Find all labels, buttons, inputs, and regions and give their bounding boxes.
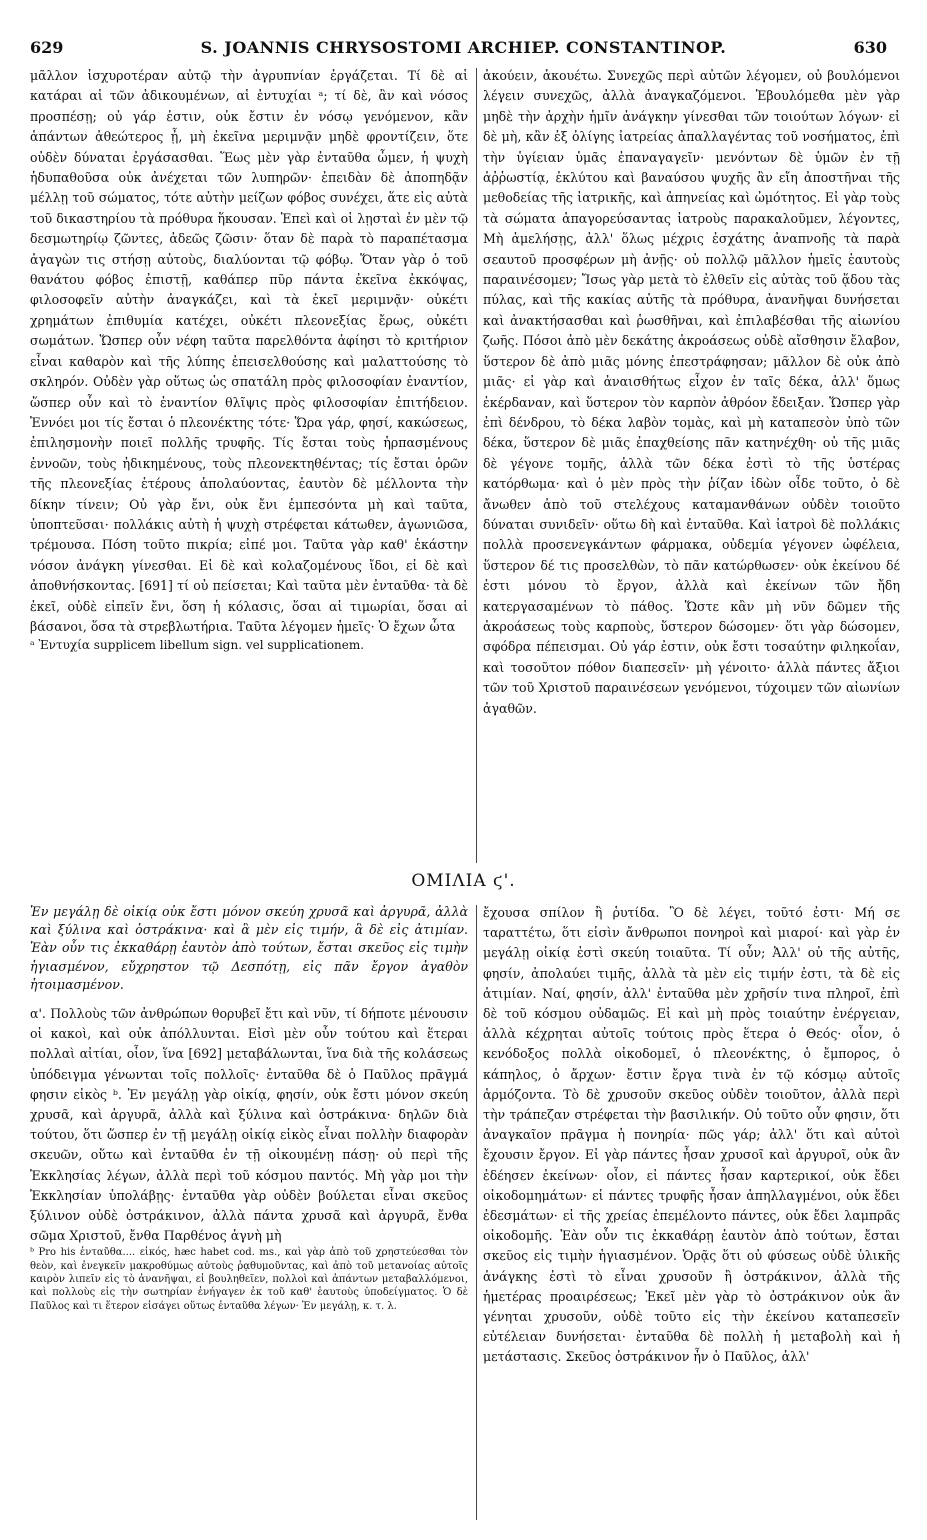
body-text-top-left: μᾶλλον ἰσχυροτέραν αὐτῷ τὴν ἀγρυπνίαν ἐργάζεται. Τί δὲ αἱ κατάραι αἱ τῶν ἀδικουμένων, αἱ ἐντυχίαι ᵃ; τί δὲ, ἂν καὶ νόσος προσπέσῃ; οὐ γάρ ἐστιν, οὐκ ἔστιν ἐν νόσῳ γενόμενον, κἂν ἁπάντων ἀθεώτερος ᾖ, μὴ ἐκεῖνα μεριμνᾷν μηδὲ φροντίζειν, ὅτε οὐδὲν δύναται ἐργάσασθαι. Ἕως μὲν γὰρ ἐνταῦθα ὦμεν, ἡ ψυχὴ ἡδυπαθοῦσα οὐκ ἀνέχεται τῶν λυπηρῶν· ἐπειδὰν δὲ ἀποπηδᾷν μέλλῃ τοῦ σώματος, τότε αὐτὴν μείζων φόβος συνέχει, ἅτε εἰς αὐτὰ τοῦ δικαστηρίου τὰ πρόθυρα ἥκουσαν. Ἐπεὶ καὶ οἱ λῃσταὶ ἐν μὲν τῷ δεσμωτηρίῳ ζῶντες, ἀδεῶς ζῶσιν· ὅταν δὲ παρὰ τὸ παραπέτασμα ἀγαγὼν τις στήσῃ αὐτοὺς, διαλύονται τῷ φόβῳ. Ὅταν γὰρ ὁ τοῦ θανάτου φόβος ἐπιστῇ, καθάπερ πῦρ πάντα ἐκεῖνα ἐκκόψας, φιλοσοφεῖν αὐτὴν ἀναγκάζει, καὶ τὰ ἐκεῖ μεριμνᾷν· οὐκέτι χρημάτων ἐπιθυμία κατέχει, οὐκέτι πλεονεξίας ἔρως, οὐκέτι σωμάτων. Ὥσπερ οὖν νέφη ταῦτα παρελθόντα ἀφίησι τὸ κριτήριον εἶναι καθαρὸν καὶ τῆς λύπης ἐπεισελθούσης καὶ μαλαττούσης τὸ σκληρόν. Οὐδὲν γὰρ οὕτως ὡς σπατάλη πρὸς φιλοσοφίαν ἐναντίον, ὥσπερ οὖν καὶ τὸ ἐναντίον θλῖψις πρὸς φιλοσοφίαν ἐπιτήδειον. Ἐννόει μοι τίς ἔσται ὁ πλεονέκτης τότε· Ὥρα γάρ, φησί, κακώσεως, ἐπιλησμονὴν ποιεῖ πολλῆς τρυφῆς. Τίς ἔσται τοὺς ἡρπασμένους ἐννοῶν, τοὺς ἠδικημένους, τοὺς πλεονεκτηθέντας; τίς ἔσται ὁρῶν τῆς πλεονεξίας ἑτέρους ἀπολαύοντας, ἑαυτὸν δὲ μέλλοντα τὴν δίκην τίνειν; Οὐ γὰρ ἔνι, οὐκ ἔνι ἐμπεσόντα μὴ καὶ ταῦτα, ὑποπτεῦσαι· πολλάκις αὐτὴ ἡ ψυχὴ στρέφεται κάτωθεν, ἀγωνιῶσα, τρέμουσα. Πόση τοῦτο πικρία; εἰπέ μοι. Ταῦτα γὰρ καθ' ἑκάστην νόσον ἀνάγκη γίνεσθαι. Εἰ δὲ καὶ κολαζομένους ἴδοι, εἰ δὲ καὶ ἀποθνήσκοντας. [691] τί οὐ πείσεται; Καὶ ταῦτα μὲν ἐνταῦθα· τὰ δὲ ἐκεῖ, οὐδὲ εἰπεῖν ἔνι, ὅση ἡ κόλασις, ὅσαι αἱ τιμωρίαι, ὅσαι αἱ βάσανοι, ὅσα τὰ στρεβλωτήρια. Ταῦτα λέγομεν ἡμεῖς· Ὁ ἔχων ὦτα [30,68,468,634]
page-number-left: 629 [30,38,64,57]
footnote-b: ᵇ Pro his ἐνταῦθα.... εἰκός, hæc habet cod. ms., καὶ γὰρ ἀπὸ τοῦ χρηστεύεσθαι τὸν θεὸν, καὶ ἐνεγκεῖν μακροθύμως αὐτοὺς ῥᾳθυμοῦντας, καὶ ἀπὸ τοῦ μετανοίας αὐτοῖς καιρὸν λιπεῖν εἰς τὸ ἀνανῆψαι, εἰ βουληθεῖεν, πολλοὶ καὶ ἀπάντων μεταβαλλόμενοι, καὶ πολλοὺς εἰς τὴν σωτηρίαν ἐνήγαγεν ἐκ τοῦ καθ' ἑαυτοὺς ὑποδείγματος. Ὁ δὲ Παῦλος καὶ τι ἕτερον εἰσάγει οὕτως ἐνταῦθα λέγων· Ἐν μεγάλῃ, κ. τ. λ. [30,1247,468,1312]
column-top-left [30,66,468,653]
column-bottom-right [483,903,900,1368]
running-header [0,38,927,62]
body-text-bottom-right: ἔχουσα σπίλον ἢ ῥυτίδα. Ὃ δὲ λέγει, τοῦτό ἐστι· Μή σε ταραττέτω, ὅτι εἰσὶν ἄνθρωποι πονηροὶ καὶ μιαροί· καὶ γὰρ ἐν μεγάλῃ οἰκίᾳ ἐστὶ σκεύη τοιαῦτα. Τί οὖν; Ἀλλ' οὐ τῆς αὐτῆς, φησίν, ἀπολαύει τιμῆς, ἀλλὰ τὰ μὲν εἰς τιμήν ἐστι, τὰ δὲ εἰς ἀτιμίαν. Ναί, φησίν, ἀλλ' ἐνταῦθα μὲν χρῆσίν τινα πληροῖ, ἐπὶ δὲ τοῦ κόσμου οὐδαμῶς. Εἰ καὶ μὴ πρὸς τοιαύτην ἐνέργειαν, ἀλλὰ κέχρηται αὐτοῖς τούτοις πρὸς ἕτερα ὁ Θεός· οἷον, ὁ κενόδοξος πολλὰ οἰκοδομεῖ, ὁ πλεονέκτης, ὁ ἔμπορος, ὁ κάπηλος, ὁ ἄρχων· ἔστιν ἔργα τινὰ ἐν τῷ κόσμῳ αὐτοῖς ἁρμόζοντα. Τὸ δὲ χρυσοῦν σκεῦος οὐδὲν τοιοῦτον, ἀλλὰ περὶ τὴν τράπεζαν στρέφεται τὴν βασιλικήν. Οὐ τοῦτο οὖν φησιν, ὅτι ἀναγκαῖον πρᾶγμα ἡ πονηρία· πῶς γάρ; ἀλλ' ὅτι καὶ αὐτοὶ ἔχουσιν ἔργον. Εἰ γὰρ πάντες ἦσαν χρυσοῖ καὶ ἀργυροῖ, οὐκ ἂν ἐδέησεν ἐκείνων· οἷον, εἰ πάντες ἦσαν καρτερικοί, οὐκ ἔδει οἰκοδομημάτων· εἰ πάντες τρυφῆς ἦσαν ἀπηλλαγμένοι, οὐκ ἔδει ἐδεσμάτων· εἰ τῆς χρείας ἐπεμέλοντο πάντες, οὐκ ἔδει λαμπρᾶς οἰκοδομῆς. Ἐὰν οὖν τις ἐκκαθάρῃ ἑαυτὸν ἀπὸ τούτων, ἔσται σκεῦος εἰς τιμὴν ἡγιασμένον. Ὁρᾷς ὅτι οὐ φύσεως οὐδὲ ὑλικῆς ἀνάγκης ἐστὶ τὸ εἶναι χρυσοῦν ἢ ὀστράκινον, ἀλλὰ τῆς ἡμετέρας προαιρέσεως; Ἐκεῖ μὲν γὰρ τὸ ὀστράκινον οὐκ ἂν γένηται χρυσοῦν, οὐδὲ τοῦτο εἰς τὴν ἐκείνου καταπεσεῖν εὐτέλειαν δυνήσεται· ἐνταῦθα δὲ πολλὴ ἡ μεταβολὴ καὶ ἡ μετάστασις. Σκεῦος ὀστράκινον ἦν ὁ Παῦλος, ἀλλ' [483,905,900,1365]
body-text-top-right: ἀκούειν, ἀκουέτω. Συνεχῶς περὶ αὐτῶν λέγομεν, οὐ βουλόμενοι λέγειν συνεχῶς, ἀλλὰ ἀναγκαζόμενοι. Ἐβουλόμεθα μὲν γὰρ μηδὲ τὴν ἀρχὴν ἡμῖν ἀνάγκην γίνεσθαι τῶν τοιούτων λόγων· εἰ δὲ μὴ, κἂν ἐξ ὀλίγης ἰατρείας ἀπαλλαγέντας τοῦ νοσήματος, ἐπὶ τὴν ὑγίειαν ὑμᾶς ἐπαναγαγεῖν· μενόντων δὲ ὑμῶν ἐν τῇ ἀῤῥωστίᾳ, ἐκλύτου καὶ βαναύσου ψυχῆς ἂν εἴη ἀποστῆναι τῆς μεθοδείας τῆς ἰατρικῆς, καὶ ἀπηνείας καὶ ὠμότητος. Εἰ γὰρ τοὺς τὰ σώματα ἀπαγορεύσαντας ἰατροὺς παρακαλοῦμεν, λέγοντες, Μὴ ἀμελήσῃς, ἀλλ' ὅλως μέχρις ἐσχάτης ἀναπνοῆς τὰ παρὰ σεαυτοῦ προσφέρων μὴ ἀνῇς· οὐ πολλῷ μᾶλλον ἡμεῖς ἑαυτοὺς παραινέσομεν; Ἴσως γὰρ μετὰ τὸ ἐλθεῖν εἰς αὐτὰς τοῦ ᾅδου τὰς πύλας, καὶ τῆς κακίας αὐτῆς τὰ πρόθυρα, ἀνανῆψαι δυνήσεται καὶ ἀνακτήσασθαι καὶ ῥωσθῆναι, καὶ ἐπιλαβέσθαι τῆς αἰωνίου ζωῆς. Πόσοι ἀπὸ μὲν δεκάτης ἀκροάσεως οὐδὲ αἴσθησιν ἔλαβον, ὕστερον δὲ ἀπὸ μιᾶς μόνης ἐπεστράφησαν; μᾶλλον δὲ οὐκ ἀπὸ μιᾶς· εἰ γὰρ καὶ ἀναισθήτως εἶχον ἐν ταῖς δέκα, ἀλλ' ὅμως ἐκέρδαναν, καὶ ὕστερον τὸν καρπὸν ἀθρόον ἔδειξαν. Ὥσπερ γὰρ ἐπὶ δένδρου, τὸ δέκα λαβὸν τομὰς, καὶ μὴ καταπεσὸν ὑπὸ τῶν δέκα, ὕστερον δὲ μιᾶς ἐπαχθείσης πᾶν κατηνέχθη· οὐ τῆς μιᾶς δὲ γέγονε τομῆς, ἀλλὰ τῶν δέκα ἐστὶ τὸ τῆς ὑστέρας κατόρθωμα· καὶ ὁ μὲν πρὸς τὴν ῥίζαν ἰδὼν οἶδε τοῦτο, ὁ δὲ ἄνωθεν ἀπὸ τοῦ στελέχους καταμανθάνων οὐδὲν τοιοῦτο δύναται συνιδεῖν· οὕτω δὴ καὶ ἐνταῦθα. Καὶ ἰατροὶ δὲ πολλάκις πολλὰ προσενεγκάντων φάρμακα, οὐδεμία γέγονεν ὠφέλεια, ὕστερον δέ τις προσελθὼν, τὸ πᾶν κατώρθωσεν· οὐκ ἐκείνου δέ ἐστι μόνου τὸ ἔργον, ἀλλὰ καὶ ἐκείνων τῶν ἤδη κατεργασαμένων τὸ πάθος. Ὥστε κἂν μὴ νῦν δῶμεν τῆς ἀκροάσεως τοὺς καρποὺς, ὕστερον δώσομεν· ὅτι γὰρ δώσομεν, σφόδρα πέπεισμαι. Οὐ γάρ ἐστιν, οὐκ ἔστι τοσαύτην φιληκοΐαν, καὶ τοσοῦτον πόθον διαπεσεῖν· μὴ γένοιτο· ἀλλὰ πάντες ἄξιοι τῶν τοῦ Χριστοῦ παραινέσεων γενόμενοι, τύχοιμεν τῶν αἰωνίων ἀγαθῶν. [483,68,900,716]
homily-title: ΟΜΙΛΙΑ ϛ'. [411,871,516,891]
scripture-lemma: Ἐν μεγάλῃ δὲ οἰκίᾳ οὐκ ἔστι μόνον σκεύη χρυσᾶ καὶ ἀργυρᾶ, ἀλλὰ καὶ ξύλινα καὶ ὀστράκινα· καὶ ἃ μὲν εἰς τιμήν, ἃ δὲ εἰς ἀτιμίαν. Ἐὰν οὖν τις ἐκκαθάρῃ ἑαυτὸν ἀπὸ τούτων, ἔσται σκεῦος εἰς τιμὴν ἡγιασμένον, εὔχρηστον τῷ Δεσπότῃ, εἰς πᾶν ἔργον ἀγαθὸν ἡτοιμασμένον. [30,904,468,992]
page-number-right: 630 [853,38,887,57]
running-title: S. JOANNIS CHRYSOSTOMI ARCHIEP. CONSTANTINOP. [200,38,727,57]
footnote-a: ᵃ Ἐντυχία supplicem libellum sign. vel supplicationem. [30,638,365,653]
column-divider-bottom [476,905,477,1520]
column-bottom-left [30,903,468,1313]
body-text-bottom-left: α'. Πολλοὺς τῶν ἀνθρώπων θορυβεῖ ἔτι καὶ νῦν, τί δήποτε μένουσιν οἱ κακοὶ, καὶ οὐκ ἀπόλλυνται. Εἰσὶ μὲν οὖν τούτου καὶ ἕτεραι πολλαὶ αἰτίαι, οἷον, ἵνα [692] μεταβάλωνται, ἵνα διὰ τῆς κολάσεως ὑπόδειγμα γένωνται τοῖς πολλοῖς· ἐνταῦθα δὲ ὁ Παῦλος πρᾶγμά φησιν εἰκὸς ᵇ. Ἐν μεγάλῃ γὰρ οἰκίᾳ, φησίν, οὐκ ἔστι μόνον σκεύη χρυσᾶ, καὶ ἀργυρᾶ, ἀλλὰ καὶ ξύλινα καὶ ὀστράκινα· δηλῶν διὰ τούτου, ὅτι ὥσπερ ἐν τῇ μεγάλῃ οἰκίᾳ εἰκὸς εἶναι πολλὴν διαφορὰν σκευῶν, οὕτω καὶ ἐνταῦθα ἐν τῇ οἰκουμένῃ πάσῃ· οὐ περὶ τῆς Ἐκκλησίας λέγων, ἀλλὰ περὶ τοῦ κόσμου παντός. Μὴ γὰρ μοι τὴν Ἐκκλησίαν ὑπολάβῃς· ἐνταῦθα γὰρ οὐδὲν βούλεται εἶναι σκεῦος ξύλινον οὐδὲ ὀστράκινον, ἀλλὰ πάντα χρυσᾶ καὶ ἀργυρᾶ, ἔνθα σῶμα Χριστοῦ, ἔνθα Παρθένος ἁγνὴ μὴ [30,1006,468,1244]
column-top-right [483,66,900,719]
column-divider-top [476,68,477,863]
